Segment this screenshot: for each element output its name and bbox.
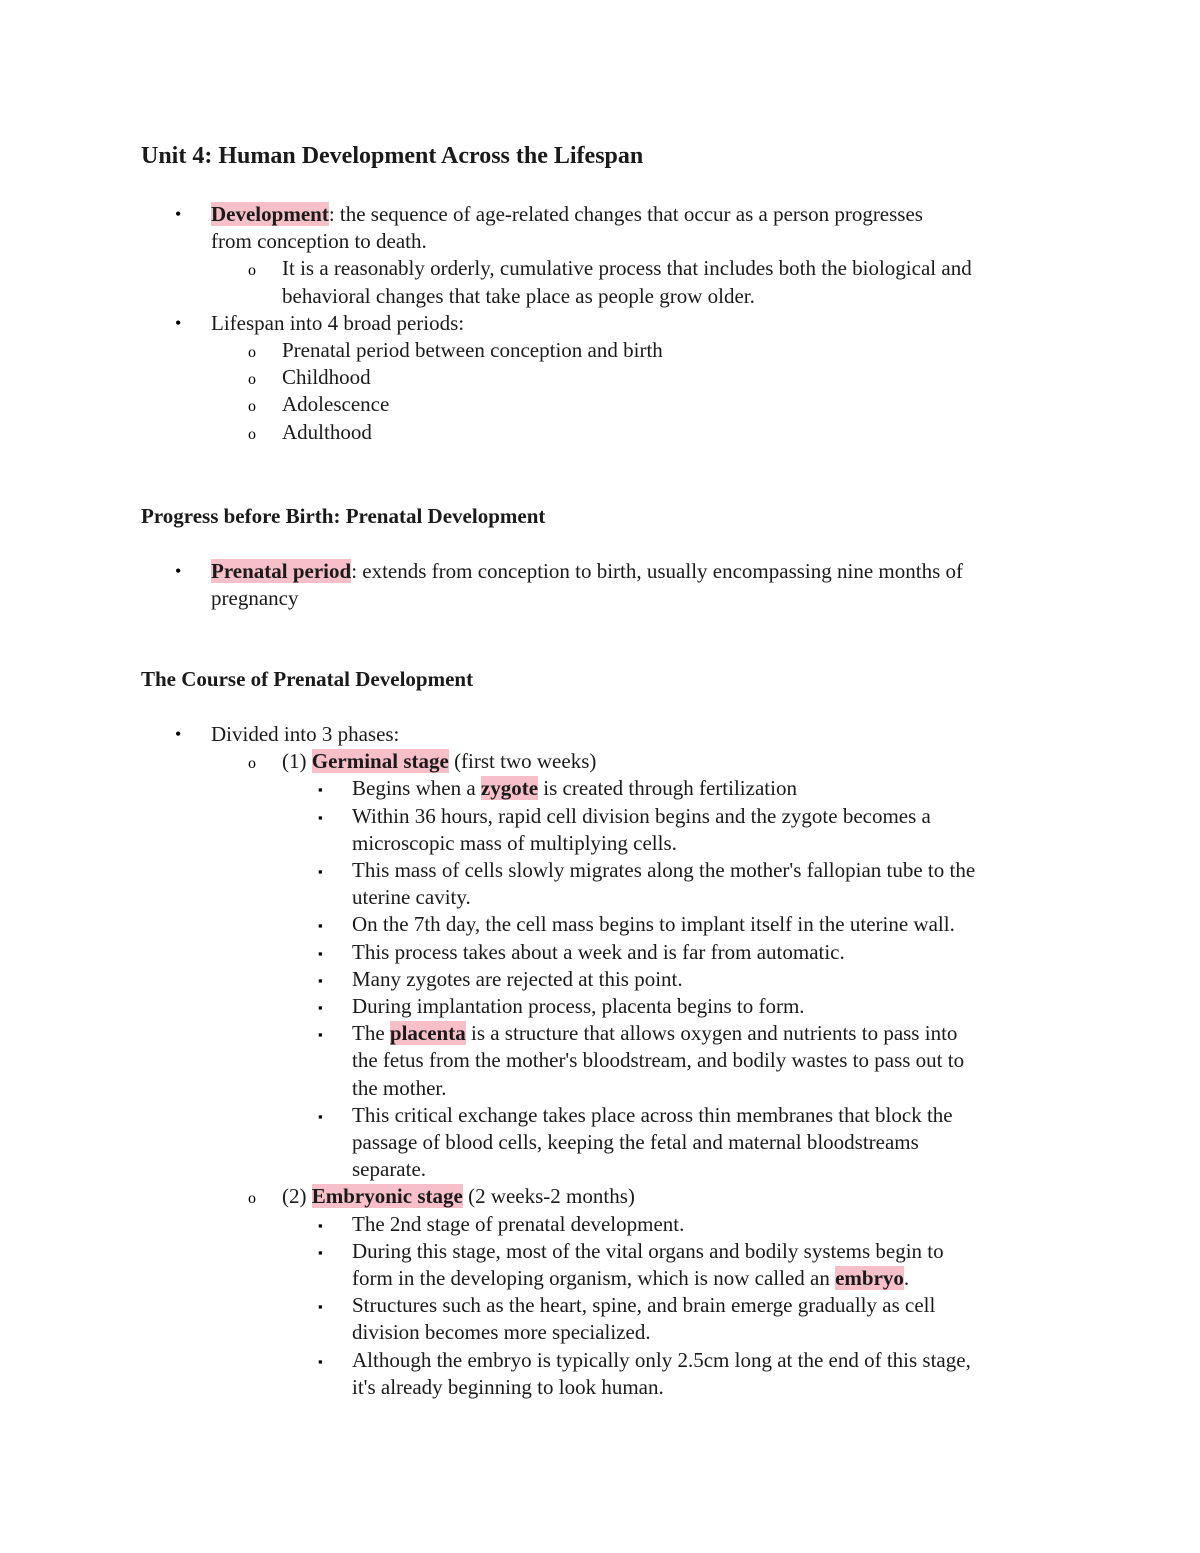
point-text-cont: uterine cavity. (352, 885, 471, 910)
sub-item-text: Adolescence (282, 392, 390, 417)
term-germinal-stage: Germinal stage (311, 749, 449, 774)
point-text: During implantation process, placenta begins to form. (352, 994, 805, 1019)
point-item (141, 803, 1071, 857)
sub-item-text: Adulthood (282, 419, 372, 444)
point-item (141, 775, 1071, 802)
bullet-square-icon: ▪ (318, 1027, 323, 1043)
bullet-circle-icon: o (248, 262, 256, 280)
section-heading: Progress before Birth: Prenatal Development (141, 504, 546, 528)
point-text-cont: the mother. (352, 1075, 447, 1100)
term-zygote: zygote (480, 776, 539, 801)
section-heading: The Course of Prenatal Development (141, 667, 474, 691)
bullet-circle-icon: o (248, 755, 256, 773)
definition-text-cont: pregnancy (211, 586, 299, 611)
section-1-list (141, 201, 1071, 446)
point-text: This mass of cells slowly migrates along the mother's fallopian tube to the (352, 858, 976, 883)
bullet-circle-icon: o (248, 344, 256, 362)
point-text: is created through fertilization (538, 776, 797, 801)
page-title: Unit 4: Human Development Across the Lifespan (141, 143, 644, 169)
sub-item (141, 337, 1071, 364)
point-item (141, 1238, 1071, 1292)
stage-prefix: (1) (282, 749, 312, 774)
term-embryo: embryo (835, 1266, 904, 1291)
bullet-dot-icon: • (175, 204, 182, 224)
section-3-list (141, 721, 1071, 1401)
list-item-prenatal-period (141, 558, 1071, 612)
term-prenatal-period: Prenatal period (211, 559, 352, 583)
bullet-square-icon: ▪ (318, 1000, 323, 1016)
point-item (141, 911, 1071, 938)
stage-suffix: (2 weeks-2 months) (462, 1184, 635, 1209)
point-item (141, 939, 1071, 966)
bullet-square-icon: ▪ (318, 1244, 323, 1260)
sub-item-germinal (141, 748, 1071, 775)
point-text: Within 36 hours, rapid cell division begins and the zygote becomes a (352, 803, 931, 828)
point-text-cont: form in the developing organism, which is now called an (352, 1266, 836, 1291)
term-placenta: placenta (389, 1021, 466, 1046)
bullet-square-icon: ▪ (318, 945, 323, 961)
list-item-text: Divided into 3 phases: (211, 722, 400, 746)
bullet-circle-icon: o (248, 425, 256, 443)
point-text: During this stage, most of the vital organs and bodily systems begin to (352, 1238, 944, 1263)
stage-suffix: (first two weeks) (448, 749, 597, 774)
point-text: Although the embryo is typically only 2.5cm long at the end of this stage, (352, 1347, 971, 1372)
bullet-square-icon: ▪ (318, 1353, 323, 1369)
list-item-phases (141, 721, 1071, 748)
sub-item-text: Childhood (282, 365, 371, 390)
sub-item-text: Prenatal period between conception and birth (282, 338, 663, 363)
point-text-cont: the fetus from the mother's bloodstream, and bodily wastes to pass out to (352, 1048, 965, 1073)
point-item (141, 993, 1071, 1020)
point-text: Structures such as the heart, spine, and brain emerge gradually as cell (352, 1293, 936, 1318)
sub-item (141, 255, 1071, 309)
bullet-square-icon: ▪ (318, 782, 323, 798)
point-text-cont: separate. (352, 1157, 427, 1182)
definition-text-cont: from conception to death. (211, 229, 427, 254)
bullet-square-icon: ▪ (318, 1299, 323, 1315)
point-text: Begins when a (352, 776, 481, 801)
bullet-dot-icon: • (175, 561, 182, 581)
point-item (141, 966, 1071, 993)
list-item-development (141, 201, 1071, 255)
term-embryonic-stage: Embryonic stage (311, 1184, 463, 1209)
term-development: Development (211, 202, 329, 226)
bullet-circle-icon: o (248, 398, 256, 416)
point-text: This critical exchange takes place across thin membranes that block the (352, 1102, 953, 1127)
definition-text: : the sequence of age-related changes that occur as a person progresses (328, 202, 923, 226)
point-item (141, 1292, 1071, 1346)
bullet-square-icon: ▪ (318, 972, 323, 988)
bullet-square-icon: ▪ (318, 1108, 323, 1124)
point-text-cont: passage of blood cells, keeping the fetal and maternal bloodstreams (352, 1130, 919, 1155)
sub-item (141, 419, 1071, 446)
point-text: . (903, 1266, 910, 1291)
point-text-cont: division becomes more specialized. (352, 1320, 651, 1345)
point-item (141, 1102, 1071, 1184)
sub-item-text-cont: behavioral changes that take place as people grow older. (282, 283, 755, 308)
point-item (141, 1347, 1071, 1401)
point-text-cont: microscopic mass of multiplying cells. (352, 830, 677, 855)
point-text: The 2nd stage of prenatal development. (352, 1211, 685, 1236)
bullet-dot-icon: • (175, 724, 182, 744)
bullet-square-icon: ▪ (318, 1217, 323, 1233)
point-text: The (352, 1021, 390, 1046)
point-text-cont: it's already beginning to look human. (352, 1374, 664, 1399)
sub-item-text: It is a reasonably orderly, cumulative process that includes both the biological and (282, 256, 972, 281)
bullet-square-icon: ▪ (318, 809, 323, 825)
point-item (141, 857, 1071, 911)
bullet-square-icon: ▪ (318, 918, 323, 934)
list-item-lifespan (141, 310, 1071, 337)
stage-prefix: (2) (282, 1184, 312, 1209)
bullet-circle-icon: o (248, 371, 256, 389)
bullet-circle-icon: o (248, 1190, 256, 1208)
bullet-dot-icon: • (175, 312, 182, 333)
sub-item-embryonic (141, 1183, 1071, 1210)
list-item-text: Lifespan into 4 broad periods: (211, 310, 465, 335)
section-2-list (141, 558, 1071, 612)
definition-text: : extends from conception to birth, usually encompassing nine months of (351, 559, 963, 583)
point-text: This process takes about a week and is far from automatic. (352, 939, 845, 964)
bullet-square-icon: ▪ (318, 864, 323, 880)
sub-item (141, 391, 1071, 418)
point-text: On the 7th day, the cell mass begins to implant itself in the uterine wall. (352, 912, 955, 937)
point-text: is a structure that allows oxygen and nutrients to pass into (465, 1021, 958, 1046)
point-item (141, 1211, 1071, 1238)
point-text: Many zygotes are rejected at this point. (352, 966, 683, 991)
point-item (141, 1020, 1071, 1102)
sub-item (141, 364, 1071, 391)
